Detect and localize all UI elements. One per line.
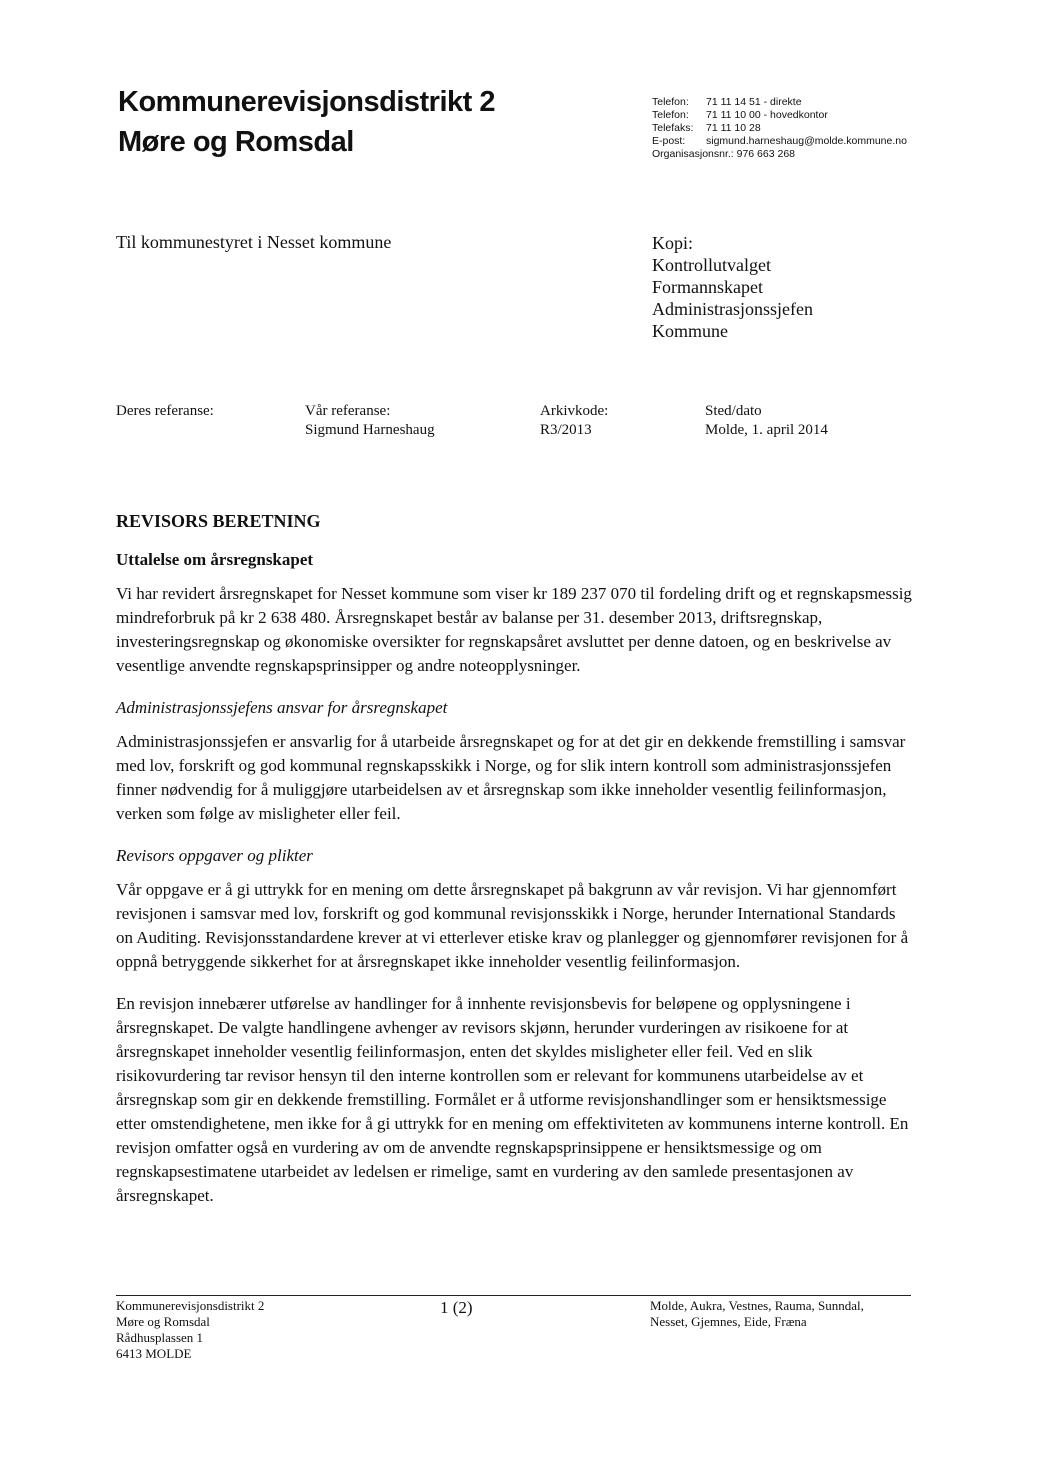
org-name-line2: Møre og Romsdal	[118, 126, 354, 158]
reference-deres-label: Deres referanse:	[116, 403, 214, 419]
copy-item: Kontrollutvalget	[652, 255, 771, 275]
org-name-line1: Kommunerevisjonsdistrikt 2	[118, 86, 495, 118]
footer-address-line: 6413 MOLDE	[116, 1346, 192, 1361]
reference-arkiv-value: R3/2013	[540, 422, 592, 438]
footer-address-line: Møre og Romsdal	[116, 1314, 210, 1329]
page-number: 1 (2)	[440, 1298, 473, 1317]
footer-address-line: Rådhusplassen 1	[116, 1330, 204, 1345]
reference-var	[305, 402, 435, 440]
org-number: Organisasjonsnr.: 976 663 268	[652, 148, 796, 160]
copy-item: Formannskapet	[652, 277, 763, 297]
document-title: REVISORS BERETNING	[116, 511, 321, 531]
reference-arkiv-label: Arkivkode:	[540, 403, 609, 419]
reference-sted-value: Molde, 1. april 2014	[705, 422, 828, 438]
contact-row-phone-main	[652, 109, 907, 122]
reference-sted-dato	[705, 402, 828, 440]
copy-item: Kommune	[652, 321, 728, 341]
copy-list	[652, 232, 813, 342]
reference-sted-label: Sted/dato	[705, 403, 762, 419]
footer-divider	[116, 1295, 911, 1296]
recipient-line: Til kommunestyret i Nesset kommune	[116, 232, 392, 252]
contact-label: Telefaks:	[652, 122, 694, 134]
letter-body	[116, 508, 916, 1226]
copy-item: Administrasjonssjefen	[652, 299, 813, 319]
copy-heading: Kopi:	[652, 233, 694, 253]
contact-block	[652, 96, 907, 161]
reference-deres	[116, 402, 214, 421]
footer-municipalities	[650, 1298, 864, 1330]
contact-row-phone-direct	[652, 96, 907, 109]
contact-label: Telefon:	[652, 109, 689, 121]
paragraph-statement: Vi har revidert årsregnskapet for Nesset kommune som viser kr 189 237 070 til fordeling drift og et regnskapsmessig mindreforbruk på kr 2 638 480. Årsregnskapet består av balanse per 31. desember 2013, driftsregnskap, investeringsregnskap og økonomiske oversikter for regnskapsåret avsluttet per denne datoen, og en beskrivelse av vesentlige anvendte regnskapsprinsipper og andre noteopplysninger.	[116, 584, 912, 675]
footer-address-line: Kommunerevisjonsdistrikt 2	[116, 1298, 265, 1313]
footer-address	[116, 1298, 264, 1362]
contact-email-value: sigmund.harneshaug@molde.kommune.no	[706, 135, 907, 147]
contact-row-email	[652, 135, 907, 148]
paragraph-auditor-duties-1: Vår oppgave er å gi uttrykk for en mening om dette årsregnskapet på bakgrunn av vår revisjon. Vi har gjennomført revisjonen i samsvar med lov, forskrift og god kommunal revisjonsskikk i Norge, herunder International Standards on Auditing. Revisjonsstandardene krever at vi etterlever etiske krav og planlegger og gjennomfører revisjonen for å oppnå betryggende sikkerhet for at årsregnskapet ikke inneholder vesentlig feilinformasjon.	[116, 880, 909, 971]
footer-municipalities-line: Molde, Aukra, Vestnes, Rauma, Sunndal,	[650, 1298, 864, 1313]
section-heading-auditor-duties: Revisors oppgaver og plikter	[116, 846, 313, 865]
organization-title	[118, 82, 495, 162]
paragraph-admin-responsibility: Administrasjonssjefen er ansvarlig for å utarbeide årsregnskapet og for at det gir en dekkende fremstilling i samsvar med lov, forskrift og god kommunal regnskapsskikk i Norge, og for slik intern kontroll som administrasjonssjefen finner nødvendig for å muliggjøre utarbeidelsen av et årsregnskap som ikke inneholder vesentlig feilinformasjon, verken som følge av misligheter eller feil.	[116, 732, 906, 823]
section-heading-admin-responsibility: Administrasjonssjefens ansvar for årsregnskapet	[116, 698, 448, 717]
contact-value: 71 11 14 51 - direkte	[706, 96, 802, 108]
contact-row-org-number	[652, 148, 907, 161]
contact-value: 71 11 10 00 - hovedkontor	[706, 109, 828, 121]
section-heading-statement: Uttalelse om årsregnskapet	[116, 550, 314, 569]
paragraph-auditor-duties-2: En revisjon innebærer utførelse av handlinger for å innhente revisjonsbevis for beløpene og opplysningene i årsregnskapet. De valgte handlingene avhenger av revisors skjønn, herunder vurderingen av risikoene for at årsregnskapet inneholder vesentlig feilinformasjon, enten det skyldes misligheter eller feil. Ved en slik risikovurdering tar revisor hensyn til den interne kontrollen som er relevant for kommunens utarbeidelse av et årsregnskap som gir en dekkende fremstilling. Formålet er å utforme revisjonshandlinger som er hensiktsmessige etter omstendighetene, men ikke for å gi uttrykk for en mening om effektiviteten av kommunens interne kontroll. En revisjon omfatter også en vurdering av om de anvendte regnskapsprinsippene er hensiktsmessige og om regnskapsestimatene utarbeidet av ledelsen er rimelige, samt en vurdering av den samlede presentasjonen av årsregnskapet.	[116, 994, 909, 1205]
reference-arkiv	[540, 402, 608, 440]
reference-var-label: Vår referanse:	[305, 403, 391, 419]
footer-municipalities-line: Nesset, Gjemnes, Eide, Fræna	[650, 1314, 807, 1329]
contact-label: E-post:	[652, 135, 686, 147]
contact-value: 71 11 10 28	[706, 122, 761, 134]
contact-label: Telefon:	[652, 96, 689, 108]
reference-var-value: Sigmund Harneshaug	[305, 422, 435, 438]
contact-row-fax	[652, 122, 907, 135]
